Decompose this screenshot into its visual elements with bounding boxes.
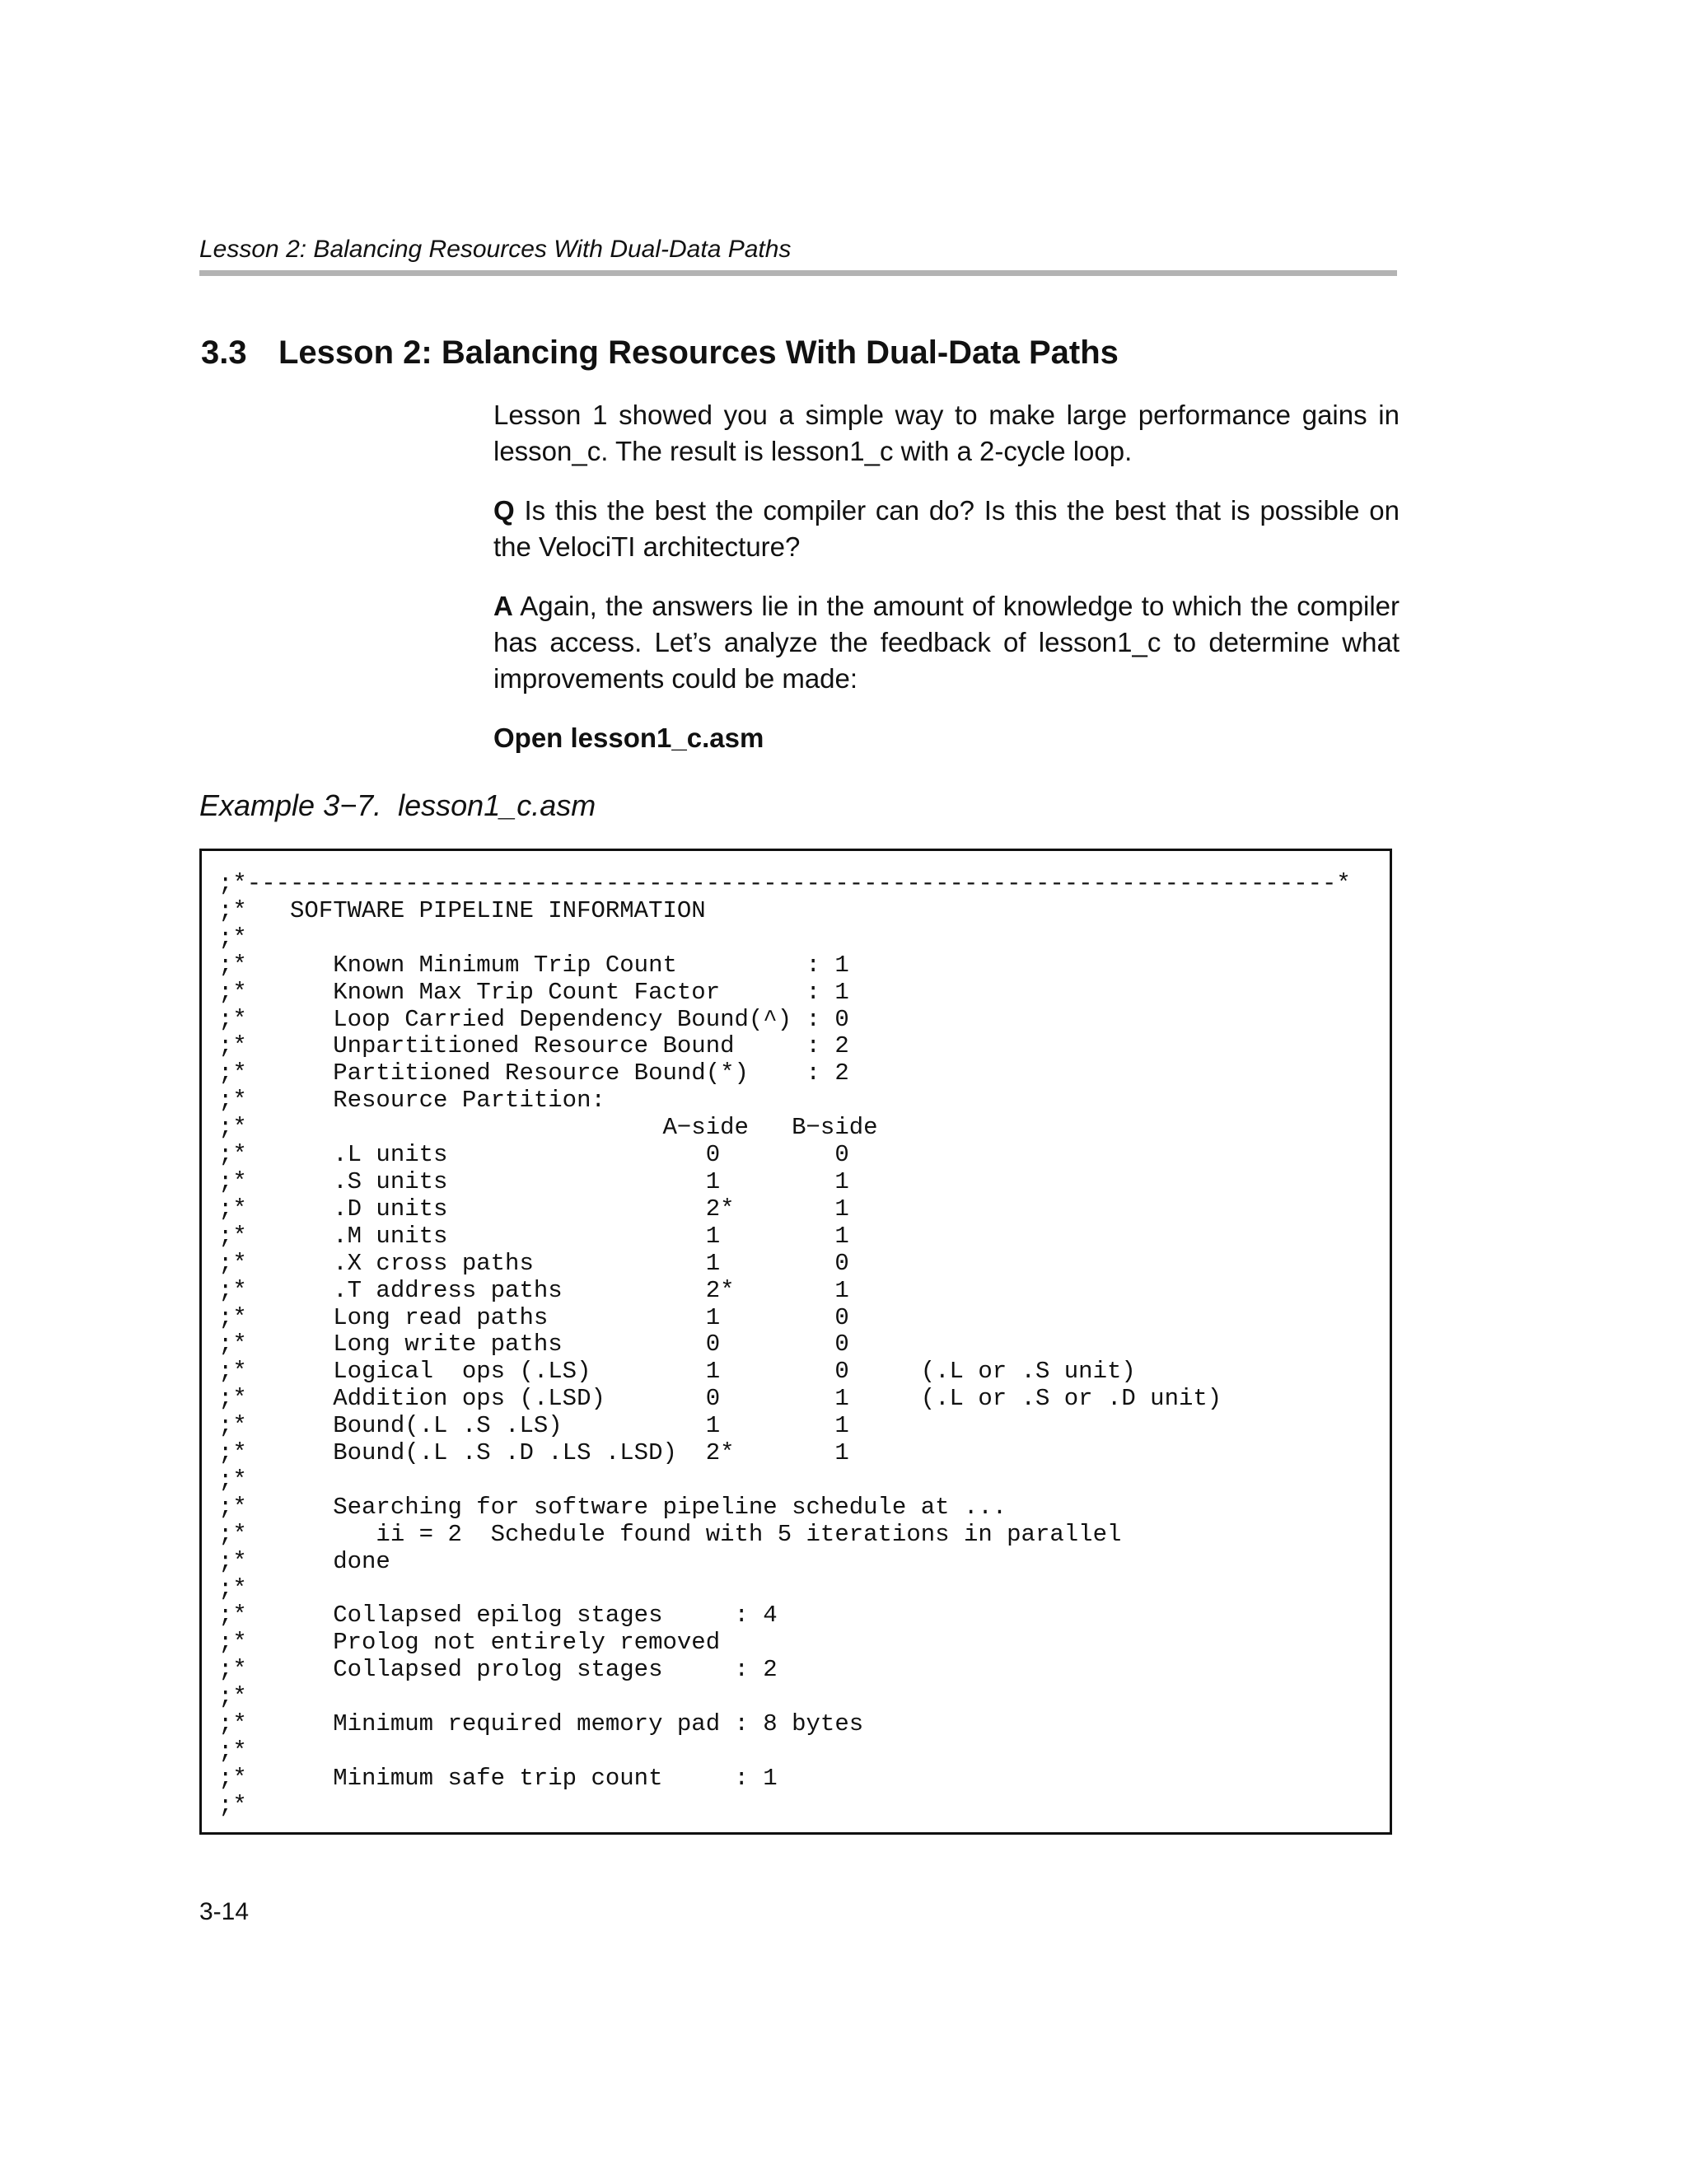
code-line: ;* — [218, 1791, 247, 1819]
code-line: ;* Bound(.L .S .D .LS .LSD) 2* 1 — [218, 1439, 849, 1467]
code-line: ;* Resource Partition: — [218, 1087, 605, 1115]
code-line: ;* .L units 0 0 — [218, 1141, 849, 1169]
code-line: ;* Known Minimum Trip Count : 1 — [218, 951, 849, 979]
code-line: ;* done — [218, 1547, 390, 1575]
code-line: ;* Prolog not entirely removed — [218, 1629, 721, 1657]
code-line: ;* .X cross paths 1 0 — [218, 1249, 849, 1277]
section-number: 3.3 — [201, 334, 247, 371]
code-line: ;* Loop Carried Dependency Bound(^) : 0 — [218, 1005, 849, 1033]
code-listing — [218, 871, 1390, 1820]
answer-text: Again, the answers lie in the amount of knowledge to which the compiler has access. Let’s analyze the feedback of lesson1_c to determine what improvements could be made: — [493, 591, 1400, 694]
code-line: ;* — [218, 1574, 247, 1602]
code-line: ;* — [218, 924, 247, 952]
question-label: Q — [493, 495, 515, 526]
code-line: ;* .S units 1 1 — [218, 1167, 849, 1195]
body-text — [493, 397, 1400, 779]
code-line: ;* — [218, 1683, 247, 1711]
section-title: Lesson 2: Balancing Resources With Dual-Data Paths — [278, 334, 1119, 371]
code-line: ;* Addition ops (.LSD) 0 1 (.L or .S or .D unit) — [218, 1385, 1222, 1413]
code-line: ;* SOFTWARE PIPELINE INFORMATION — [218, 896, 706, 924]
code-listing-box — [199, 849, 1392, 1835]
code-line: ;* .M units 1 1 — [218, 1222, 849, 1250]
code-line: ;* Bound(.L .S .LS) 1 1 — [218, 1412, 849, 1440]
question-paragraph — [493, 493, 1400, 565]
page-number: 3-14 — [199, 1898, 250, 1925]
example-caption: Example 3−7. lesson1_c.asm — [199, 788, 596, 822]
answer-label: A — [493, 591, 513, 621]
code-line: ;*----------------------------------------------------------------------------* — [218, 870, 1351, 897]
code-line: ;* — [218, 1737, 247, 1765]
header-rule — [199, 270, 1397, 276]
running-header: Lesson 2: Balancing Resources With Dual-Data Paths — [199, 236, 792, 263]
instruction-text: Open lesson1_c.asm — [493, 723, 764, 753]
code-line: ;* Unpartitioned Resource Bound : 2 — [218, 1032, 849, 1060]
code-line: ;* Collapsed prolog stages : 2 — [218, 1656, 778, 1684]
code-line: ;* ii = 2 Schedule found with 5 iterations in parallel — [218, 1520, 1122, 1548]
code-line: ;* Minimum safe trip count : 1 — [218, 1764, 778, 1792]
question-text: Is this the best the compiler can do? Is this the best that is possible on the VelociTI architecture? — [493, 495, 1400, 562]
intro-paragraph: Lesson 1 showed you a simple way to make large performance gains in lesson_c. The result is lesson1_c with a 2-cycle loop. — [493, 400, 1400, 466]
instruction-paragraph — [493, 720, 1400, 756]
code-line: ;* A−side B−side — [218, 1114, 878, 1142]
code-line: ;* Long read paths 1 0 — [218, 1303, 849, 1331]
code-line: ;* Known Max Trip Count Factor : 1 — [218, 978, 849, 1006]
code-line: ;* Minimum required memory pad : 8 bytes — [218, 1710, 864, 1738]
code-line: ;* Partitioned Resource Bound(*) : 2 — [218, 1059, 849, 1087]
code-line: ;* Collapsed epilog stages : 4 — [218, 1602, 778, 1630]
section-heading — [201, 334, 1119, 372]
code-line: ;* .D units 2* 1 — [218, 1195, 849, 1223]
code-line: ;* Logical ops (.LS) 1 0 (.L or .S unit) — [218, 1358, 1136, 1386]
code-line: ;* Searching for software pipeline schedule at ... — [218, 1493, 1007, 1521]
answer-paragraph — [493, 588, 1400, 697]
code-line: ;* .T address paths 2* 1 — [218, 1276, 849, 1304]
code-line: ;* — [218, 1466, 247, 1494]
code-line: ;* Long write paths 0 0 — [218, 1331, 849, 1359]
